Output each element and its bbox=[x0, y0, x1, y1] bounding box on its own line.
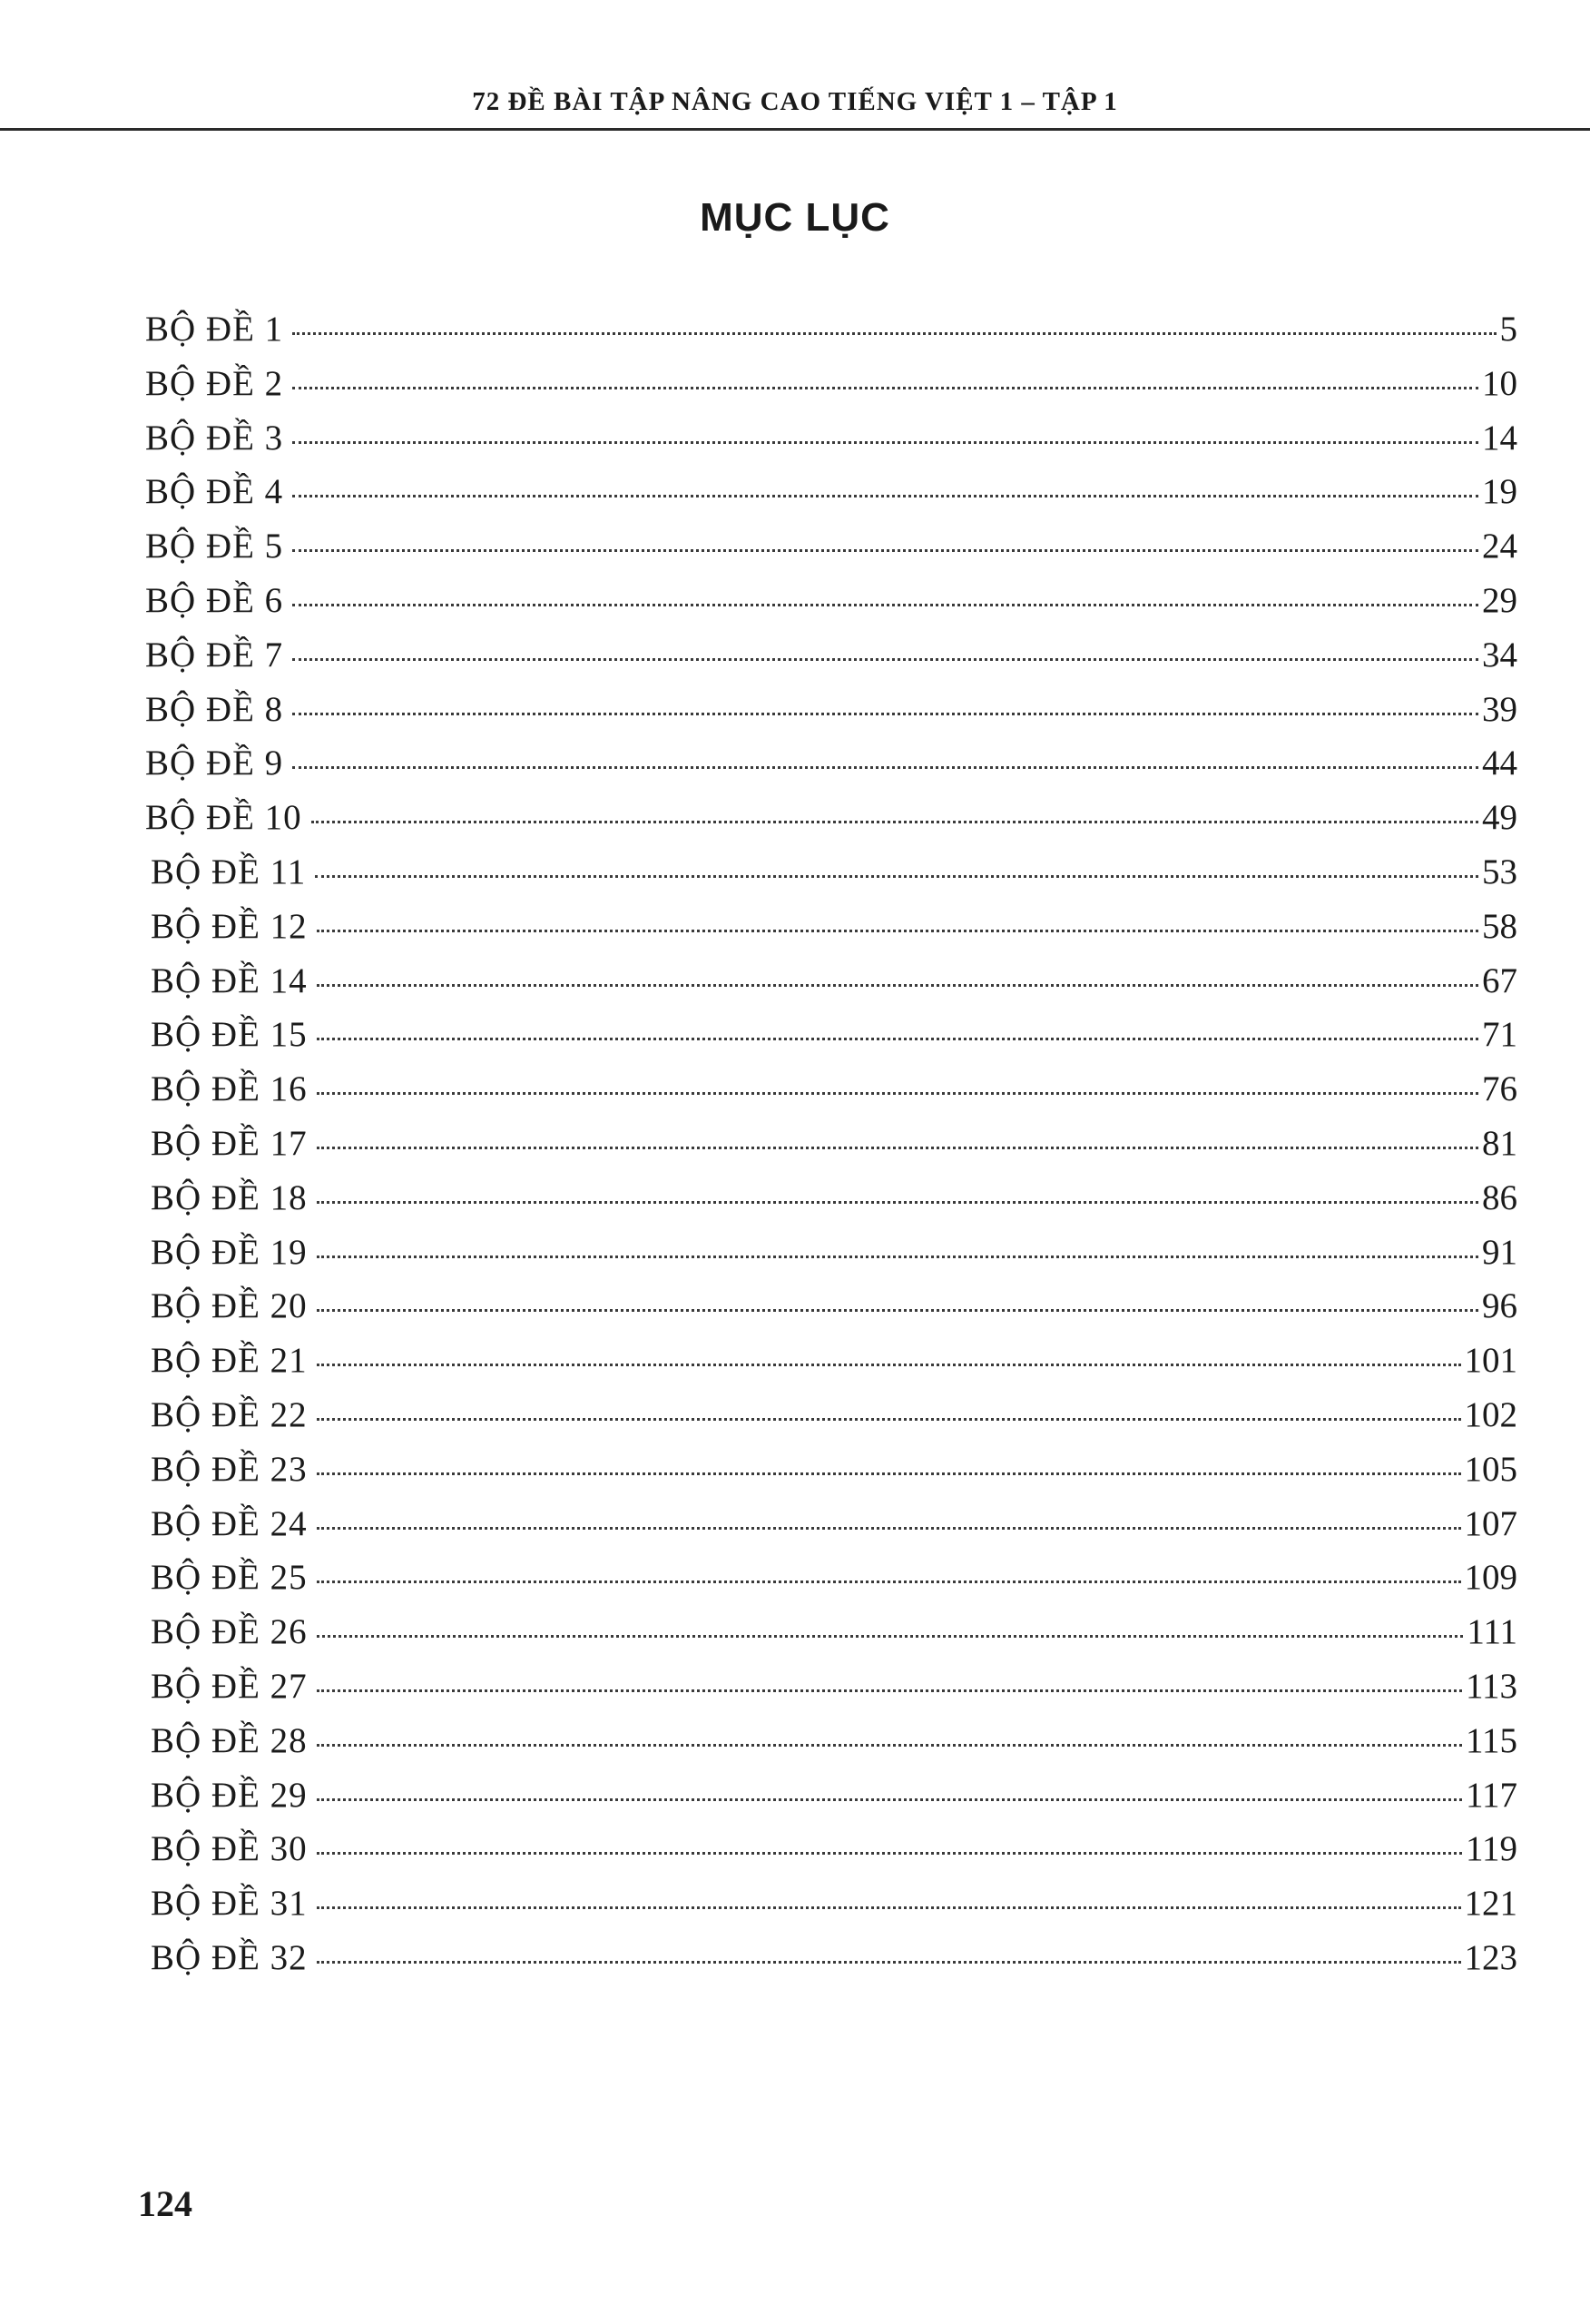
toc-title: MỤC LỤC bbox=[700, 195, 890, 240]
toc-entry-page: 39 bbox=[1482, 689, 1517, 729]
toc-entry-page: 107 bbox=[1464, 1503, 1517, 1543]
dot-leader bbox=[317, 1256, 1478, 1258]
toc-entry-page: 34 bbox=[1482, 635, 1517, 675]
toc-entry-label: BỘ ĐỀ 19 bbox=[151, 1232, 308, 1272]
dot-leader bbox=[317, 1744, 1462, 1747]
toc-entry-label: BỘ ĐỀ 27 bbox=[151, 1666, 308, 1706]
dot-leader bbox=[292, 658, 1478, 661]
dot-leader bbox=[317, 1852, 1462, 1855]
toc-entry-page: 76 bbox=[1482, 1069, 1517, 1109]
toc-entry-page: 81 bbox=[1482, 1123, 1517, 1163]
toc-entry-label: BỘ ĐỀ 32 bbox=[151, 1937, 308, 1977]
toc-entry-page: 29 bbox=[1482, 580, 1517, 620]
toc-entry[interactable] bbox=[145, 960, 1517, 1015]
toc-entry[interactable] bbox=[145, 906, 1517, 960]
toc-entry-label: BỘ ĐỀ 29 bbox=[151, 1775, 308, 1815]
toc-entry[interactable] bbox=[145, 1394, 1517, 1449]
toc-entry-label: BỘ ĐỀ 5 bbox=[145, 527, 284, 566]
dot-leader bbox=[317, 1309, 1478, 1312]
toc-entry-page: 24 bbox=[1482, 527, 1517, 566]
toc-entry-page: 119 bbox=[1465, 1829, 1517, 1869]
toc-entry-label: BỘ ĐỀ 14 bbox=[151, 960, 308, 1000]
toc-entry-page: 102 bbox=[1464, 1394, 1517, 1434]
toc-entry-page: 71 bbox=[1482, 1015, 1517, 1055]
toc-entry-label: BỘ ĐỀ 24 bbox=[151, 1503, 308, 1543]
toc-entry[interactable] bbox=[145, 1232, 1517, 1286]
dot-leader bbox=[317, 1092, 1478, 1095]
toc-entry-page: 117 bbox=[1465, 1775, 1517, 1815]
dot-leader bbox=[317, 1038, 1478, 1040]
toc-entry[interactable] bbox=[145, 1775, 1517, 1829]
toc-entry-page: 96 bbox=[1482, 1286, 1517, 1326]
toc-entry-label: BỘ ĐỀ 1 bbox=[145, 310, 284, 349]
toc-entry-page: 10 bbox=[1482, 363, 1517, 403]
toc-entry-page: 113 bbox=[1465, 1666, 1517, 1706]
toc-entry-label: BỘ ĐỀ 21 bbox=[151, 1341, 308, 1381]
toc-entry[interactable] bbox=[145, 743, 1517, 797]
toc-entry-label: BỘ ĐỀ 22 bbox=[151, 1394, 308, 1434]
running-header: 72 ĐỀ BÀI TẬP NÂNG CAO TIẾNG VIỆT 1 – TẬP 1 bbox=[472, 87, 1118, 116]
toc-entry[interactable] bbox=[145, 1720, 1517, 1775]
toc-entry-page: 105 bbox=[1464, 1449, 1517, 1489]
toc-entry-page: 121 bbox=[1464, 1884, 1517, 1924]
toc-entry[interactable] bbox=[145, 309, 1517, 363]
toc-entry-page: 86 bbox=[1482, 1177, 1517, 1217]
dot-leader bbox=[292, 387, 1478, 389]
toc-entry-page: 67 bbox=[1482, 960, 1517, 1000]
dot-leader bbox=[292, 766, 1478, 769]
toc-entry[interactable] bbox=[145, 1611, 1517, 1666]
toc-entry-label: BỘ ĐỀ 4 bbox=[145, 472, 284, 512]
toc-entry-page: 101 bbox=[1464, 1341, 1517, 1381]
toc-entry-page: 44 bbox=[1482, 743, 1517, 783]
toc-entry-page: 19 bbox=[1482, 472, 1517, 512]
dot-leader bbox=[317, 1635, 1464, 1638]
dot-leader bbox=[292, 495, 1478, 497]
toc-entry[interactable] bbox=[145, 1177, 1517, 1232]
toc-entry-label: BỘ ĐỀ 7 bbox=[145, 635, 284, 675]
toc-entry[interactable] bbox=[145, 363, 1517, 418]
toc-entry[interactable] bbox=[145, 1557, 1517, 1611]
toc-entry[interactable] bbox=[145, 1285, 1517, 1340]
toc-entry-page: 109 bbox=[1464, 1558, 1517, 1598]
toc-entry-label: BỘ ĐỀ 20 bbox=[151, 1286, 308, 1326]
toc-entry[interactable] bbox=[145, 1937, 1517, 1992]
toc-entry-label: BỘ ĐỀ 6 bbox=[145, 580, 284, 620]
toc-entry-label: BỘ ĐỀ 15 bbox=[151, 1015, 308, 1055]
toc-entry-label: BỘ ĐỀ 28 bbox=[151, 1720, 308, 1760]
toc-entry-label: BỘ ĐỀ 30 bbox=[151, 1829, 308, 1869]
dot-leader bbox=[317, 1418, 1461, 1421]
toc-entry[interactable] bbox=[145, 526, 1517, 580]
toc-entry-page: 5 bbox=[1499, 310, 1517, 349]
toc-entry[interactable] bbox=[145, 1014, 1517, 1068]
dot-leader bbox=[317, 1364, 1461, 1366]
toc-entry[interactable] bbox=[145, 689, 1517, 743]
toc-entry-label: BỘ ĐỀ 2 bbox=[145, 363, 284, 403]
dot-leader bbox=[292, 441, 1478, 444]
toc-entry-page: 58 bbox=[1482, 906, 1517, 946]
toc-entry-label: BỘ ĐỀ 3 bbox=[145, 418, 284, 458]
dot-leader bbox=[317, 1581, 1461, 1583]
toc-entry[interactable] bbox=[145, 797, 1517, 852]
dot-leader bbox=[317, 1798, 1462, 1801]
toc-entry[interactable] bbox=[145, 852, 1517, 906]
toc-entry-label: BỘ ĐỀ 9 bbox=[145, 743, 284, 783]
toc-entry[interactable] bbox=[145, 418, 1517, 472]
toc-entry[interactable] bbox=[145, 1828, 1517, 1883]
toc-entry[interactable] bbox=[145, 471, 1517, 526]
page-number: 124 bbox=[138, 2183, 192, 2224]
toc-entry[interactable] bbox=[145, 1340, 1517, 1394]
dot-leader bbox=[292, 713, 1478, 715]
toc-entry-label: BỘ ĐỀ 17 bbox=[151, 1123, 308, 1163]
dot-leader bbox=[292, 549, 1478, 552]
toc-entry-page: 115 bbox=[1465, 1720, 1517, 1760]
dot-leader bbox=[317, 1689, 1462, 1692]
toc-entry-page: 53 bbox=[1482, 852, 1517, 891]
dot-leader bbox=[317, 930, 1478, 932]
toc-entry[interactable] bbox=[145, 1666, 1517, 1720]
toc-entry[interactable] bbox=[145, 1068, 1517, 1123]
dot-leader bbox=[315, 875, 1478, 878]
toc-list bbox=[145, 309, 1517, 1992]
toc-entry[interactable] bbox=[145, 1883, 1517, 1937]
dot-leader bbox=[317, 1961, 1461, 1964]
toc-entry-label: BỘ ĐỀ 18 bbox=[151, 1177, 308, 1217]
header-rule bbox=[0, 128, 1590, 131]
toc-entry[interactable] bbox=[145, 1449, 1517, 1503]
toc-entry[interactable] bbox=[145, 1123, 1517, 1177]
toc-entry-page: 91 bbox=[1482, 1232, 1517, 1272]
toc-entry-label: BỘ ĐỀ 10 bbox=[145, 798, 302, 838]
dot-leader bbox=[311, 821, 1478, 823]
toc-entry-label: BỘ ĐỀ 25 bbox=[151, 1558, 308, 1598]
toc-entry-page: 14 bbox=[1482, 418, 1517, 458]
dot-leader bbox=[317, 1147, 1478, 1149]
toc-entry-label: BỘ ĐỀ 16 bbox=[151, 1069, 308, 1109]
toc-entry-page: 123 bbox=[1464, 1937, 1517, 1977]
dot-leader bbox=[292, 604, 1478, 606]
toc-entry-label: BỘ ĐỀ 8 bbox=[145, 689, 284, 729]
toc-entry-page: 111 bbox=[1467, 1612, 1517, 1652]
toc-entry-page: 49 bbox=[1482, 798, 1517, 838]
toc-entry[interactable] bbox=[145, 635, 1517, 689]
dot-leader bbox=[317, 984, 1478, 987]
dot-leader bbox=[317, 1527, 1461, 1530]
toc-entry-label: BỘ ĐỀ 26 bbox=[151, 1612, 308, 1652]
dot-leader bbox=[317, 1906, 1461, 1909]
toc-entry[interactable] bbox=[145, 580, 1517, 635]
toc-entry-label: BỘ ĐỀ 11 bbox=[151, 852, 307, 891]
dot-leader bbox=[317, 1472, 1461, 1475]
toc-entry[interactable] bbox=[145, 1503, 1517, 1558]
toc-entry-label: BỘ ĐỀ 12 bbox=[151, 906, 308, 946]
dot-leader bbox=[317, 1201, 1478, 1204]
toc-entry-label: BỘ ĐỀ 31 bbox=[151, 1884, 308, 1924]
dot-leader bbox=[292, 332, 1496, 335]
toc-entry-label: BỘ ĐỀ 23 bbox=[151, 1449, 308, 1489]
